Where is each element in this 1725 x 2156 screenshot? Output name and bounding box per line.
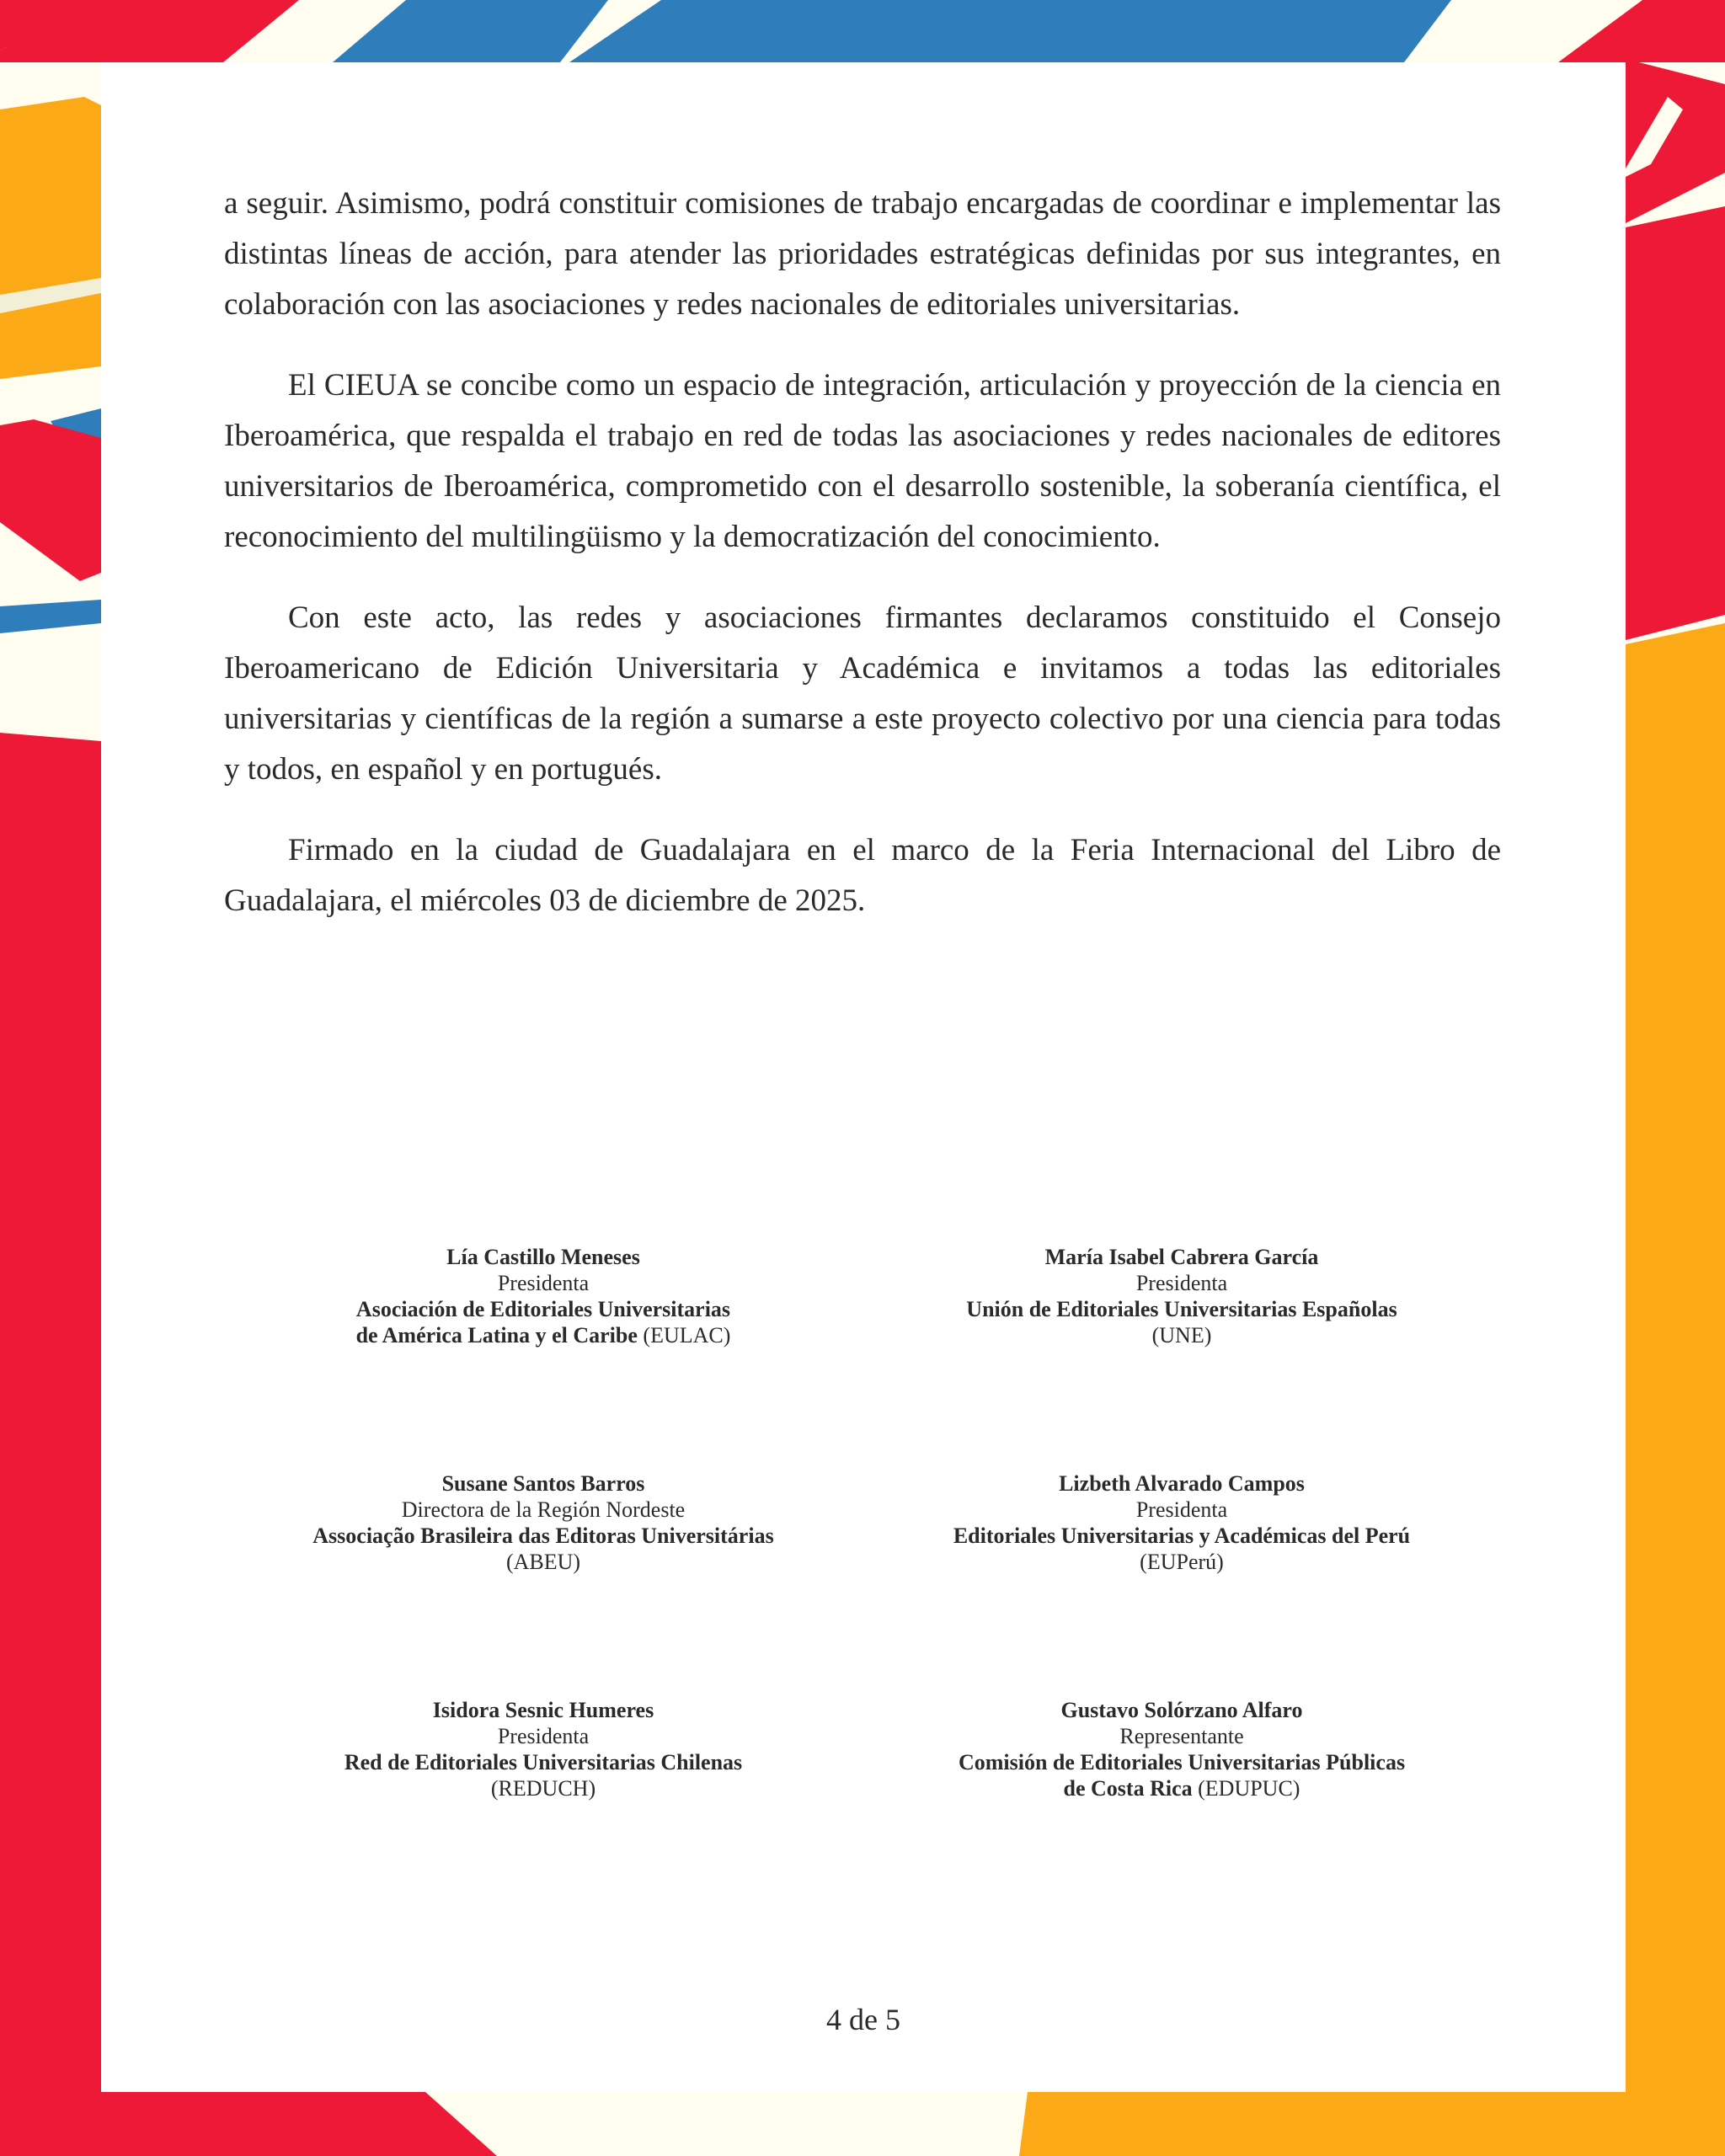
signatory-organization: Comisión de Editoriales Universitarias Públicas — [958, 1750, 1406, 1774]
yellow-stroke-left — [0, 97, 101, 379]
yellow-stroke-bottom — [1019, 2092, 1725, 2156]
signatory-name: Lía Castillo Meneses — [446, 1245, 640, 1269]
paragraph-signing: Firmado en la ciudad de Guadalajara en el marco de la Feria Internacional del Libro de Guadalajara, el miércoles 03 de diciembre de 2025. — [224, 833, 1501, 918]
signatory-name: Gustavo Solórzano Alfaro — [1060, 1698, 1303, 1722]
organization-abbreviation: (REDUCH) — [490, 1776, 596, 1801]
organization-abbreviation: (EUPerú) — [1140, 1550, 1224, 1574]
paragraph-declaration: Con este acto, las redes y asociaciones firmantes declaramos constituido el Consejo Iberoamericano de Edición Universitaria y Académica e invitamos a todas las editoriales universitarias y científicas de la región a sumarse a este proyecto colectivo por una ciencia para todas y todos, en español y en portugués. — [224, 600, 1501, 787]
signatory-name: Isidora Sesnic Humeres — [432, 1698, 654, 1722]
signature-block — [224, 1697, 862, 1801]
signatory-organization-line2: de Costa Rica — [1063, 1776, 1193, 1801]
signatory-role: Representante — [1119, 1724, 1244, 1748]
signatory-name: Lizbeth Alvarado Campos — [1059, 1471, 1305, 1496]
page-number: 4 de 5 — [826, 2003, 900, 2036]
signatory-role: Presidenta — [497, 1724, 590, 1748]
signatory-organization: Asociación de Editoriales Universitarias — [355, 1297, 731, 1321]
signatory-organization: Red de Editoriales Universitarias Chilenas — [344, 1750, 743, 1774]
signatory-organization: Associação Brasileira das Editoras Universitárias — [312, 1524, 774, 1548]
red-stroke-bottom — [0, 2092, 497, 2156]
organization-abbreviation: (ABEU) — [505, 1550, 581, 1574]
signature-block — [862, 1244, 1501, 1348]
organization-abbreviation: (EULAC) — [643, 1323, 731, 1348]
signatory-organization: Unión de Editoriales Universitarias Españolas — [966, 1297, 1397, 1321]
yellow-stroke-right — [1626, 623, 1725, 2092]
blue-stroke-top-2 — [569, 0, 1451, 62]
signature-block — [862, 1470, 1501, 1575]
signatory-role: Presidenta — [497, 1271, 590, 1295]
signatory-name: María Isabel Cabrera García — [1044, 1245, 1319, 1269]
signatory-role: Presidenta — [1135, 1271, 1228, 1295]
paragraph-cieua: El CIEUA se concibe como un espacio de integración, articulación y proyección de la ciencia en Iberoamérica, que respalda el trabajo en red de todas las asociaciones y redes nacionales de editores universitarios de Iberoamérica, comprometido con el desarrollo sostenible, la soberanía científica, el reconocimiento del multilingüismo y la democratización del conocimiento. — [224, 368, 1501, 554]
signatory-organization-line2: de América Latina y el Caribe — [355, 1323, 638, 1348]
document-body — [224, 179, 1501, 957]
signature-block — [224, 1470, 862, 1575]
signature-block — [862, 1697, 1501, 1801]
signatory-role: Presidenta — [1135, 1497, 1228, 1522]
organization-abbreviation: (UNE) — [1151, 1323, 1212, 1348]
signature-block — [224, 1244, 862, 1348]
red-stroke-left-bottom — [0, 733, 101, 2092]
document-page — [101, 62, 1626, 2092]
signatory-role: Directora de la Región Nordeste — [401, 1497, 686, 1522]
signatory-name: Susane Santos Barros — [441, 1471, 645, 1496]
organization-abbreviation: (EDUPUC) — [1198, 1776, 1300, 1801]
signature-blocks — [224, 1244, 1501, 1801]
signatory-organization: Editoriales Universitarias y Académicas del Perú — [953, 1524, 1411, 1548]
paragraph-continuation: a seguir. Asimismo, podrá constituir comisiones de trabajo encargadas de coordinar e implementar las distintas líneas de acción, para atender las prioridades estratégicas definidas por sus integrantes, en colaboración con las asociaciones y redes nacionales de editoriales universitarias. — [224, 186, 1501, 322]
